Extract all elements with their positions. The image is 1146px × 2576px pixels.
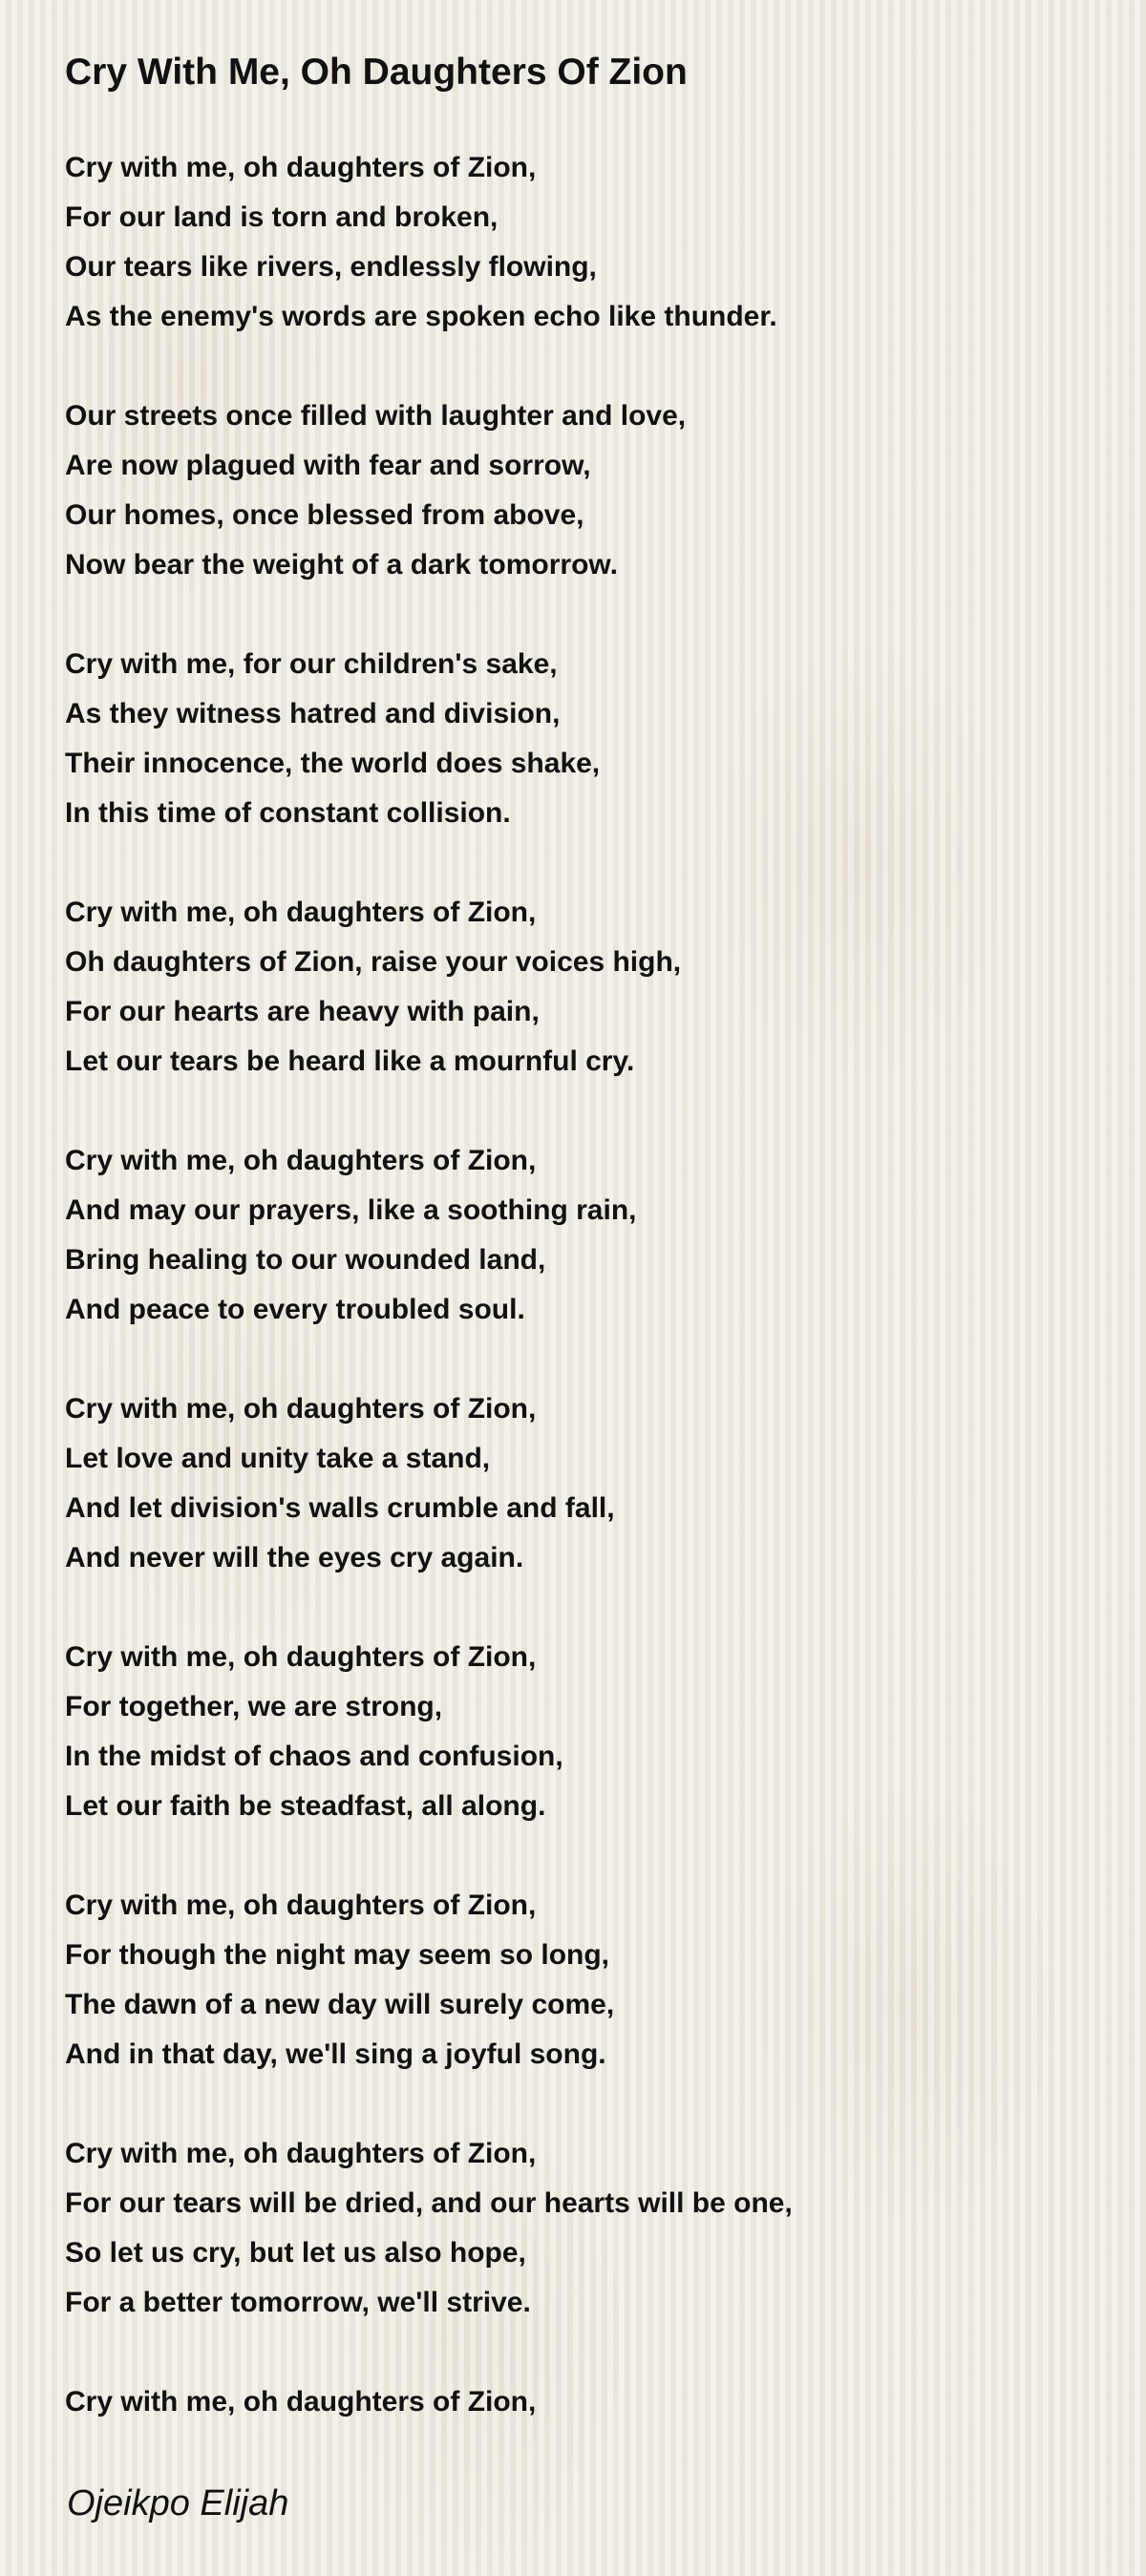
poem-line: Cry with me, oh daughters of Zion, [65, 1890, 537, 1921]
poem-line: Our tears like rivers, endlessly flowing, [65, 251, 597, 283]
poem-line: Now bear the weight of a dark tomorrow. [65, 549, 618, 581]
poem-line: So let us cry, but let us also hope, [65, 2237, 526, 2269]
poem-line: Are now plagued with fear and sorrow, [65, 450, 591, 481]
poem-line: Let love and unity take a stand, [65, 1443, 491, 1474]
poem-line: Cry with me, oh daughters of Zion, [65, 1641, 537, 1673]
poem-line: And never will the eyes cry again. [65, 1542, 524, 1573]
poem-line: Cry with me, oh daughters of Zion, [65, 2386, 537, 2418]
poem-line: In the midst of chaos and confusion, [65, 1741, 563, 1772]
poem-line: Cry with me, oh daughters of Zion, [65, 2138, 537, 2169]
poem-body [65, 143, 1115, 2477]
stanza [65, 143, 1115, 342]
poem-author: Ojeikpo Elijah [67, 2483, 289, 2523]
poem-line: Oh daughters of Zion, raise your voices high, [65, 946, 682, 978]
stanza [65, 1136, 1115, 1335]
poem-line: Bring healing to our wounded land, [65, 1244, 546, 1276]
poem-line: For a better tomorrow, we'll strive. [65, 2287, 531, 2318]
poem-line: And may our prayers, like a soothing rain, [65, 1194, 637, 1226]
poem-line: Let our faith be steadfast, all along. [65, 1790, 546, 1822]
stanza [65, 1881, 1115, 2080]
stanza [65, 640, 1115, 838]
poem-line: Our homes, once blessed from above, [65, 499, 584, 531]
stanza [65, 2377, 1115, 2427]
stanza [65, 2129, 1115, 2328]
poem-line: For together, we are strong, [65, 1691, 443, 1722]
poem-line: Our streets once filled with laughter and love, [65, 400, 687, 432]
stanza [65, 888, 1115, 1087]
poem-line: Cry with me, for our children's sake, [65, 648, 558, 680]
stanza [65, 1633, 1115, 1831]
poem-line: In this time of constant collision. [65, 797, 511, 829]
poem-line: Cry with me, oh daughters of Zion, [65, 897, 537, 928]
stanza [65, 1384, 1115, 1583]
stanza [65, 391, 1115, 590]
poem-line: And peace to every troubled soul. [65, 1294, 525, 1325]
poem-line: Cry with me, oh daughters of Zion, [65, 1145, 537, 1176]
poem-line: As the enemy's words are spoken echo like thunder. [65, 301, 777, 332]
poem-line: The dawn of a new day will surely come, [65, 1989, 615, 2020]
poem-line: For our hearts are heavy with pain, [65, 996, 540, 1027]
poem-line: For though the night may seem so long, [65, 1939, 610, 1971]
poem-line: For our land is torn and broken, [65, 201, 499, 233]
poem-title: Cry With Me, Oh Daughters Of Zion [65, 52, 688, 93]
poem-line: Let our tears be heard like a mournful cry. [65, 1045, 635, 1077]
poem-line: Cry with me, oh daughters of Zion, [65, 152, 537, 183]
poem-line: Cry with me, oh daughters of Zion, [65, 1393, 537, 1425]
poem-line: And let division's walls crumble and fall, [65, 1492, 615, 1524]
poem-line: As they witness hatred and division, [65, 698, 561, 729]
poem-line: And in that day, we'll sing a joyful song. [65, 2038, 606, 2070]
poem-line: Their innocence, the world does shake, [65, 748, 601, 779]
poem-line: For our tears will be dried, and our hearts will be one, [65, 2187, 793, 2219]
